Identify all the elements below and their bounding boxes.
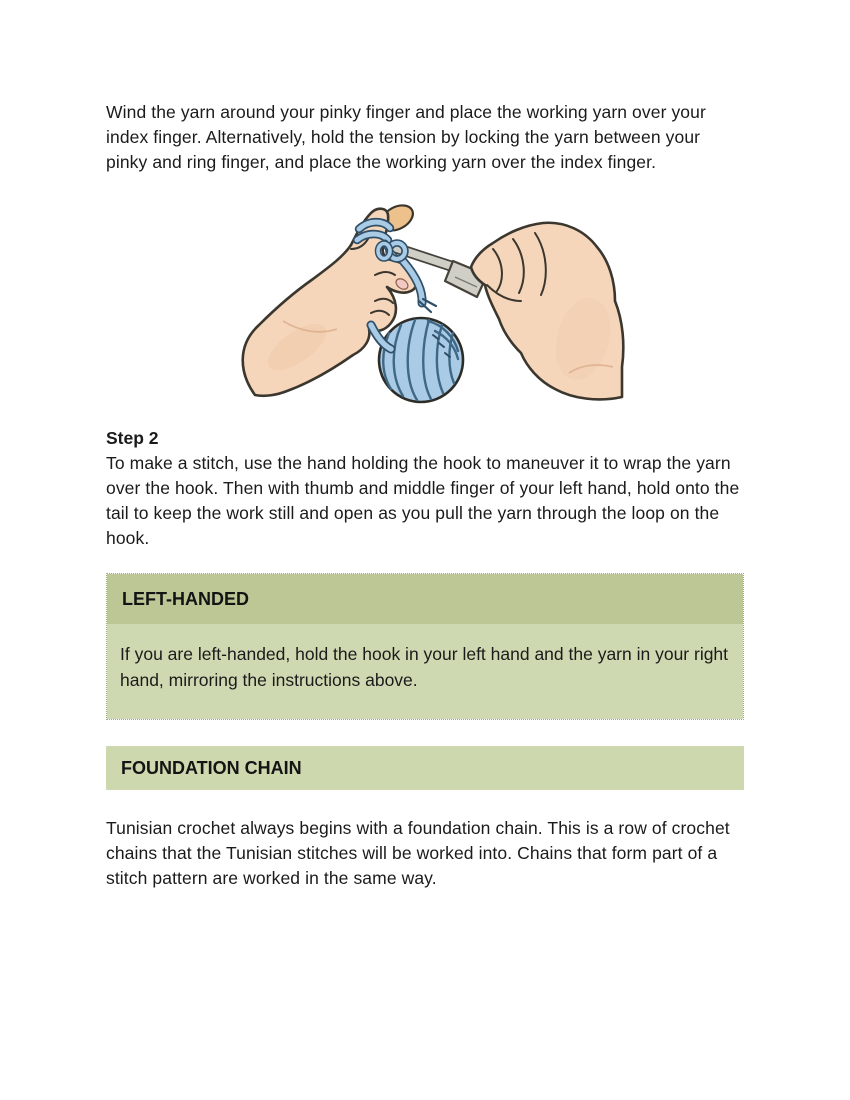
- step-2-paragraph: To make a stitch, use the hand holding the hook to maneuver it to wrap the yarn over the hook. Then with thumb and middle finger of your left hand, hold onto the tail to keep the work still and open as you pull the yarn through the loop on the hook.: [106, 453, 740, 548]
- closing-paragraph: Tunisian crochet always begins with a foundation chain. This is a row of crochet chains that the Tunisian stitches will be worked into. Chains that form part of a stitch pattern are worked in the same way.: [106, 818, 730, 888]
- foundation-chain-heading-band: FOUNDATION CHAIN: [106, 746, 744, 790]
- step-2-section: [106, 426, 744, 551]
- left-handed-callout-box: [106, 573, 744, 720]
- intro-paragraph: Wind the yarn around your pinky finger and place the working yarn over your index finger. Alternatively, hold the tension by locking the yarn between your pinky and ring finger, and place the working yarn over the index finger.: [106, 102, 706, 172]
- step-2-heading: Step 2: [106, 428, 159, 448]
- left-handed-callout-body: If you are left-handed, hold the hook in your left hand and the yarn in your right hand, mirroring the instructions above.: [107, 624, 743, 719]
- left-handed-callout-title: LEFT-HANDED: [107, 574, 743, 624]
- crochet-illustration-figure: [225, 197, 625, 412]
- hands-crocheting-illustration-icon: [225, 197, 625, 412]
